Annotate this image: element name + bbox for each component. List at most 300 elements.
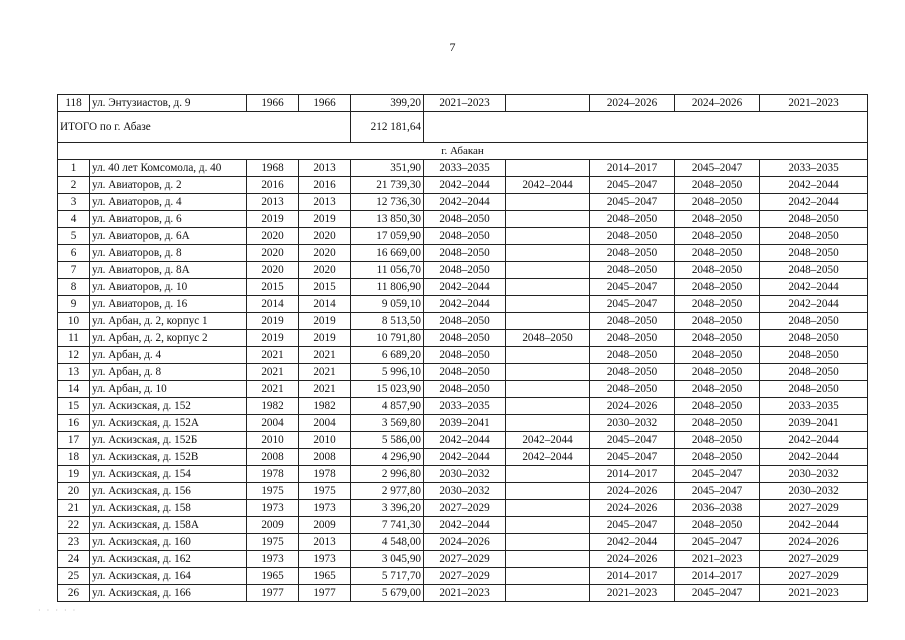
row-number: 118 [58,95,90,112]
row-cost: 10 791,80 [351,330,424,347]
row-period-1: 2042–2044 [424,432,506,449]
row-period-5: 2027–2029 [760,568,868,585]
row-year-built: 1973 [247,551,299,568]
row-year-built: 2021 [247,364,299,381]
row-year-built: 2021 [247,381,299,398]
row-cost: 4 548,00 [351,534,424,551]
total-row [58,112,868,143]
row-period-5: 2048–2050 [760,347,868,364]
row-year-commissioned: 2019 [299,330,351,347]
table-row [58,347,868,364]
row-cost: 11 056,70 [351,262,424,279]
row-number: 16 [58,415,90,432]
row-period-4: 2048–2050 [675,347,760,364]
row-period-3: 2048–2050 [590,313,675,330]
row-year-commissioned: 1965 [299,568,351,585]
row-year-commissioned: 2013 [299,194,351,211]
table-row [58,415,868,432]
row-year-commissioned: 2021 [299,381,351,398]
scan-noise: · · · · · [38,606,78,615]
table-body-previous-city [58,95,868,112]
row-address: ул. Арбан, д. 2, корпус 2 [90,330,247,347]
row-period-5: 2048–2050 [760,228,868,245]
row-cost: 4 296,90 [351,449,424,466]
housing-table [57,94,868,602]
row-period-2 [506,313,590,330]
row-year-commissioned: 2013 [299,160,351,177]
table-row [58,330,868,347]
row-period-4: 2024–2026 [675,95,760,112]
row-address: ул. Арбан, д. 8 [90,364,247,381]
row-period-4: 2048–2050 [675,449,760,466]
row-number: 13 [58,364,90,381]
row-period-1: 2042–2044 [424,177,506,194]
row-period-4: 2048–2050 [675,228,760,245]
row-period-4: 2045–2047 [675,585,760,602]
row-period-3: 2048–2050 [590,245,675,262]
row-year-built: 1977 [247,585,299,602]
row-period-2 [506,296,590,313]
row-period-1: 2042–2044 [424,449,506,466]
row-period-4: 2014–2017 [675,568,760,585]
row-period-4: 2048–2050 [675,177,760,194]
table-row [58,194,868,211]
row-year-commissioned: 2021 [299,364,351,381]
table-row [58,432,868,449]
row-period-5: 2048–2050 [760,381,868,398]
row-period-1: 2048–2050 [424,347,506,364]
row-year-built: 2013 [247,194,299,211]
row-address: ул. Арбан, д. 2, корпус 1 [90,313,247,330]
row-period-1: 2042–2044 [424,296,506,313]
row-period-2 [506,534,590,551]
row-number: 21 [58,500,90,517]
row-cost: 15 023,90 [351,381,424,398]
row-period-2 [506,466,590,483]
row-number: 14 [58,381,90,398]
row-period-4: 2048–2050 [675,415,760,432]
row-period-2 [506,279,590,296]
row-period-2: 2048–2050 [506,330,590,347]
row-period-5: 2021–2023 [760,585,868,602]
row-period-2 [506,415,590,432]
row-period-2 [506,568,590,585]
row-period-5: 2048–2050 [760,211,868,228]
row-address: ул. Авиаторов, д. 4 [90,194,247,211]
row-period-1: 2030–2032 [424,483,506,500]
row-number: 3 [58,194,90,211]
row-address: ул. Авиаторов, д. 2 [90,177,247,194]
row-period-1: 2042–2044 [424,517,506,534]
table-row [58,262,868,279]
row-cost: 11 806,90 [351,279,424,296]
row-period-4: 2048–2050 [675,330,760,347]
row-year-commissioned: 1973 [299,500,351,517]
row-year-commissioned: 1966 [299,95,351,112]
row-period-5: 2042–2044 [760,296,868,313]
row-year-commissioned: 2020 [299,262,351,279]
row-period-5: 2042–2044 [760,177,868,194]
row-period-5: 2024–2026 [760,534,868,551]
row-year-built: 2019 [247,313,299,330]
row-period-2 [506,95,590,112]
row-period-4: 2048–2050 [675,262,760,279]
row-period-3: 2045–2047 [590,449,675,466]
table-row [58,483,868,500]
row-period-3: 2024–2026 [590,398,675,415]
row-address: ул. Авиаторов, д. 8А [90,262,247,279]
table-row [58,364,868,381]
row-number: 9 [58,296,90,313]
row-period-3: 2048–2050 [590,211,675,228]
row-number: 5 [58,228,90,245]
row-period-2 [506,262,590,279]
row-year-commissioned: 1975 [299,483,351,500]
row-period-1: 2027–2029 [424,551,506,568]
row-year-built: 2008 [247,449,299,466]
row-period-5: 2048–2050 [760,262,868,279]
row-period-1: 2048–2050 [424,364,506,381]
page-number: 7 [449,40,456,54]
row-address: ул. Авиаторов, д. 10 [90,279,247,296]
row-period-4: 2045–2047 [675,483,760,500]
table-row [58,245,868,262]
row-period-2 [506,194,590,211]
row-year-commissioned: 2021 [299,347,351,364]
row-year-commissioned: 2019 [299,313,351,330]
row-period-1: 2048–2050 [424,245,506,262]
row-number: 15 [58,398,90,415]
row-year-built: 2019 [247,330,299,347]
row-period-3: 2024–2026 [590,551,675,568]
row-number: 8 [58,279,90,296]
row-address: ул. Авиаторов, д. 8 [90,245,247,262]
row-period-1: 2042–2044 [424,279,506,296]
row-number: 24 [58,551,90,568]
row-period-1: 2027–2029 [424,500,506,517]
row-year-built: 1975 [247,483,299,500]
table-row [58,449,868,466]
row-period-2 [506,228,590,245]
row-address: ул. Аскизская, д. 158 [90,500,247,517]
row-period-1: 2033–2035 [424,160,506,177]
row-number: 20 [58,483,90,500]
total-empty-cell [424,112,868,143]
row-year-built: 1975 [247,534,299,551]
row-cost: 13 850,30 [351,211,424,228]
row-address: ул. Авиаторов, д. 16 [90,296,247,313]
row-period-1: 2039–2041 [424,415,506,432]
row-period-5: 2033–2035 [760,160,868,177]
row-period-5: 2021–2023 [760,95,868,112]
row-address: ул. Аскизская, д. 160 [90,534,247,551]
row-period-2 [506,245,590,262]
row-period-1: 2042–2044 [424,194,506,211]
row-cost: 3 045,90 [351,551,424,568]
row-period-4: 2048–2050 [675,517,760,534]
row-cost: 21 739,30 [351,177,424,194]
row-year-commissioned: 2004 [299,415,351,432]
row-year-commissioned: 2009 [299,517,351,534]
table-row [58,500,868,517]
row-period-2 [506,483,590,500]
row-address: ул. Аскизская, д. 154 [90,466,247,483]
table-row [58,95,868,112]
row-number: 2 [58,177,90,194]
row-period-4: 2048–2050 [675,279,760,296]
row-cost: 399,20 [351,95,424,112]
row-period-1: 2048–2050 [424,228,506,245]
row-period-5: 2042–2044 [760,449,868,466]
row-number: 10 [58,313,90,330]
table-row [58,517,868,534]
row-period-3: 2045–2047 [590,194,675,211]
total-value: 212 181,64 [351,112,424,143]
row-address: ул. Аскизская, д. 152Б [90,432,247,449]
row-year-built: 1978 [247,466,299,483]
table-row [58,534,868,551]
row-period-2 [506,364,590,381]
row-period-4: 2048–2050 [675,313,760,330]
row-cost: 5 717,70 [351,568,424,585]
row-period-3: 2045–2047 [590,177,675,194]
table-row [58,466,868,483]
row-number: 19 [58,466,90,483]
row-year-built: 2009 [247,517,299,534]
row-year-built: 1968 [247,160,299,177]
row-period-1: 2030–2032 [424,466,506,483]
row-cost: 351,90 [351,160,424,177]
row-period-1: 2021–2023 [424,585,506,602]
row-period-5: 2042–2044 [760,432,868,449]
row-period-2 [506,517,590,534]
row-cost: 5 586,00 [351,432,424,449]
row-number: 22 [58,517,90,534]
row-period-1: 2033–2035 [424,398,506,415]
row-address: ул. 40 лет Комсомола, д. 40 [90,160,247,177]
row-period-1: 2048–2050 [424,381,506,398]
table-row [58,551,868,568]
table-row [58,568,868,585]
row-period-5: 2027–2029 [760,551,868,568]
row-period-4: 2048–2050 [675,194,760,211]
row-year-commissioned: 2014 [299,296,351,313]
row-period-2 [506,398,590,415]
row-year-commissioned: 2020 [299,245,351,262]
row-period-5: 2042–2044 [760,194,868,211]
row-cost: 6 689,20 [351,347,424,364]
row-period-2 [506,585,590,602]
row-period-3: 2024–2026 [590,500,675,517]
row-period-2 [506,211,590,228]
row-period-2 [506,500,590,517]
row-year-commissioned: 1982 [299,398,351,415]
row-number: 23 [58,534,90,551]
row-period-3: 2048–2050 [590,262,675,279]
row-period-3: 2024–2026 [590,483,675,500]
row-period-3: 2048–2050 [590,347,675,364]
row-period-5: 2039–2041 [760,415,868,432]
row-period-2: 2042–2044 [506,449,590,466]
table-row [58,313,868,330]
row-period-4: 2048–2050 [675,432,760,449]
row-period-4: 2045–2047 [675,466,760,483]
row-period-4: 2048–2050 [675,245,760,262]
table-row [58,177,868,194]
row-address: ул. Авиаторов, д. 6 [90,211,247,228]
row-period-3: 2014–2017 [590,466,675,483]
row-period-5: 2048–2050 [760,313,868,330]
table-row [58,398,868,415]
row-period-2 [506,347,590,364]
row-period-3: 2042–2044 [590,534,675,551]
row-period-3: 2024–2026 [590,95,675,112]
row-address: ул. Аскизская, д. 162 [90,551,247,568]
table-body-abakan [58,160,868,602]
row-year-built: 2014 [247,296,299,313]
row-year-built: 2020 [247,228,299,245]
row-period-3: 2045–2047 [590,296,675,313]
table-row [58,585,868,602]
row-period-5: 2027–2029 [760,500,868,517]
row-period-3: 2014–2017 [590,568,675,585]
row-cost: 2 996,80 [351,466,424,483]
row-year-built: 2015 [247,279,299,296]
row-address: ул. Арбан, д. 10 [90,381,247,398]
row-period-5: 2033–2035 [760,398,868,415]
row-period-3: 2048–2050 [590,330,675,347]
row-period-4: 2048–2050 [675,398,760,415]
row-number: 18 [58,449,90,466]
row-year-built: 2019 [247,211,299,228]
row-cost: 3 396,20 [351,500,424,517]
row-period-4: 2036–2038 [675,500,760,517]
row-period-4: 2048–2050 [675,211,760,228]
row-year-commissioned: 2015 [299,279,351,296]
table-row [58,296,868,313]
row-address: ул. Аскизская, д. 158А [90,517,247,534]
row-cost: 5 679,00 [351,585,424,602]
row-number: 4 [58,211,90,228]
row-period-3: 2048–2050 [590,364,675,381]
city-header-row [58,143,868,160]
row-year-built: 2020 [247,262,299,279]
row-year-built: 2010 [247,432,299,449]
row-period-3: 2045–2047 [590,432,675,449]
row-address: ул. Аскизская, д. 156 [90,483,247,500]
row-period-1: 2048–2050 [424,262,506,279]
total-section [58,112,868,160]
row-cost: 7 741,30 [351,517,424,534]
row-period-1: 2048–2050 [424,211,506,228]
row-period-1: 2048–2050 [424,330,506,347]
row-year-commissioned: 1973 [299,551,351,568]
row-period-2 [506,551,590,568]
row-year-commissioned: 2008 [299,449,351,466]
row-year-built: 1973 [247,500,299,517]
table-row [58,160,868,177]
table-row [58,211,868,228]
row-year-commissioned: 2013 [299,534,351,551]
row-cost: 2 977,80 [351,483,424,500]
row-address: ул. Аскизская, д. 152А [90,415,247,432]
row-period-5: 2048–2050 [760,245,868,262]
row-cost: 17 059,90 [351,228,424,245]
row-period-5: 2048–2050 [760,364,868,381]
row-number: 7 [58,262,90,279]
row-number: 1 [58,160,90,177]
table-row [58,381,868,398]
row-cost: 5 996,10 [351,364,424,381]
row-cost: 16 669,00 [351,245,424,262]
row-number: 11 [58,330,90,347]
row-number: 26 [58,585,90,602]
row-year-built: 2016 [247,177,299,194]
row-year-commissioned: 1978 [299,466,351,483]
row-period-5: 2042–2044 [760,517,868,534]
row-cost: 3 569,80 [351,415,424,432]
row-address: ул. Аскизская, д. 152В [90,449,247,466]
row-cost: 9 059,10 [351,296,424,313]
row-address: ул. Энтузиастов, д. 9 [90,95,247,112]
row-period-5: 2048–2050 [760,330,868,347]
row-year-built: 2004 [247,415,299,432]
row-address: ул. Аскизская, д. 164 [90,568,247,585]
row-cost: 12 736,30 [351,194,424,211]
row-period-3: 2030–2032 [590,415,675,432]
row-period-4: 2045–2047 [675,160,760,177]
row-year-commissioned: 2016 [299,177,351,194]
row-number: 25 [58,568,90,585]
row-period-4: 2048–2050 [675,381,760,398]
row-period-5: 2030–2032 [760,466,868,483]
row-year-built: 2021 [247,347,299,364]
row-period-1: 2027–2029 [424,568,506,585]
total-label: ИТОГО по г. Абазе [58,112,351,143]
row-period-2: 2042–2044 [506,177,590,194]
row-year-commissioned: 2010 [299,432,351,449]
row-period-3: 2048–2050 [590,228,675,245]
row-period-2: 2042–2044 [506,432,590,449]
row-period-5: 2030–2032 [760,483,868,500]
row-year-commissioned: 2020 [299,228,351,245]
row-address: ул. Арбан, д. 4 [90,347,247,364]
row-number: 12 [58,347,90,364]
table-row [58,279,868,296]
row-period-2 [506,381,590,398]
row-cost: 4 857,90 [351,398,424,415]
row-period-3: 2021–2023 [590,585,675,602]
city-header: г. Абакан [58,143,868,160]
row-period-3: 2014–2017 [590,160,675,177]
row-year-built: 2020 [247,245,299,262]
row-period-5: 2042–2044 [760,279,868,296]
row-year-commissioned: 2019 [299,211,351,228]
row-year-built: 1966 [247,95,299,112]
row-period-4: 2021–2023 [675,551,760,568]
row-period-2 [506,160,590,177]
row-period-1: 2021–2023 [424,95,506,112]
row-cost: 8 513,50 [351,313,424,330]
row-year-built: 1982 [247,398,299,415]
row-period-3: 2048–2050 [590,381,675,398]
row-year-commissioned: 1977 [299,585,351,602]
row-period-4: 2045–2047 [675,534,760,551]
row-number: 6 [58,245,90,262]
row-number: 17 [58,432,90,449]
row-period-3: 2045–2047 [590,517,675,534]
row-period-1: 2024–2026 [424,534,506,551]
